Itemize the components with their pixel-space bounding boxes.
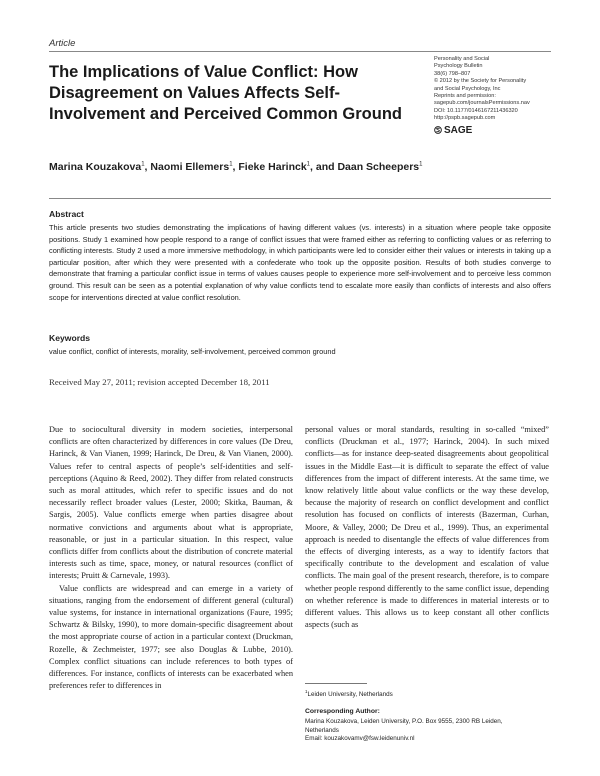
keywords-heading: Keywords: [49, 333, 91, 343]
meta-line: DOI: 10.1177/0146167211436320: [434, 107, 518, 114]
author-name: Naomi Ellemers: [150, 161, 230, 173]
author-separator: , and: [310, 161, 338, 173]
author-separator: ,: [144, 161, 151, 173]
body-column-left: [49, 424, 293, 692]
author-name: Marina Kouzakova: [49, 161, 142, 173]
author-name: Fieke Harinck: [238, 161, 307, 173]
title-line: Involvement and Perceived Common Ground: [49, 105, 402, 123]
received-dates: Received May 27, 2011; revision accepted December 18, 2011: [49, 377, 270, 387]
meta-line: sagepub.com/journalsPermissions.nav: [434, 100, 530, 107]
article-title: [49, 62, 429, 125]
footnote-divider: [305, 683, 367, 684]
affiliation-marker: 1: [419, 161, 423, 168]
author-separator: ,: [232, 161, 239, 173]
corresponding-author-details: [305, 718, 551, 744]
publisher-logo: [434, 125, 559, 136]
keywords-text: value conflict, conflict of interests, morality, self-involvement, perceived common ground: [49, 347, 336, 356]
meta-line: Psychology Bulletin: [434, 63, 483, 70]
body-paragraph: Value conflicts are widespread and can emerge in a variety of situations, ranging from the endorsement of different general (cultural) value systems, for instance in international organizations (Faure, 1995; Schwartz & Bilsky, 1990), to more domain-specific disagreement about the most appropriate course of action in a particular context (Druckman, Rozelle, & Zechmeister, 1977; see also Douglas & Lubbe, 2010). Complex conflict situations can include references to both types of differences. For instance, conflicts of interests can be exacerbated when preferences refer to differences in: [49, 583, 293, 691]
affiliation-marker: 1: [141, 161, 145, 168]
title-line: The Implications of Value Conflict: How: [49, 63, 358, 81]
affiliation-marker: 1: [306, 161, 311, 168]
abstract-divider: [49, 198, 551, 199]
footnote-marker: 1: [305, 689, 308, 694]
article-type-label: Article: [49, 38, 76, 49]
abstract-heading: Abstract: [49, 209, 84, 219]
body-paragraph: personal values or moral standards, resulting in so-called “mixed” conflicts (Druckman et al., 1977; Harinck, 2004). In such mixed conflicts—as for instance deep-seated disagreements about geopolitical issues in the Middle East—it is difficult to separate the effect of value differences from the impact of different interests. At the same time, we know relatively little about value conflicts or the way these develop, because the majority of research on conflict development and conflict resolution has focused on conflicts of interests (Bazerman, Curhan, Moore, & Valley, 2000; De Dreu et al., 1999). Thus, an experimental approach is needed to disentangle the effects of value differences from the effects of diverging interests, as a way to identify factors that specifically contribute to the development and escalation of value conflicts. The main goal of the present research, therefore, is to compare whether people respond differently to the same conflict issue, depending on whether reference is made to differences in material interests or to different values. This allows us to keep constant all other conflicts aspects (such as: [305, 425, 549, 630]
meta-line: Reprints and permission:: [434, 93, 496, 100]
correspondence-email[interactable]: Email: kouzakovamv@fsw.leidenuniv.nl: [305, 735, 415, 743]
header-divider: [49, 51, 551, 52]
meta-line: and Social Psychology, Inc: [434, 85, 501, 92]
body-column-right: [305, 424, 549, 631]
meta-line: Personality and Social: [434, 56, 490, 62]
journal-meta: [434, 56, 559, 136]
affiliation-footnote: [305, 689, 393, 698]
meta-line: © 2012 by the Society for Personality: [434, 78, 527, 85]
meta-line: http://pspb.sagepub.com: [434, 115, 496, 122]
meta-line: 38(6) 798–807: [434, 70, 471, 77]
corresponding-author-heading: Corresponding Author:: [305, 708, 380, 715]
author-name: Daan Scheepers: [337, 161, 420, 173]
sage-logo-icon: [434, 126, 442, 134]
affiliation-text: Leiden University, Netherlands: [307, 691, 393, 699]
title-line: Disagreement on Values Affects Self-: [49, 84, 340, 102]
publisher-logo-text: SAGE: [444, 124, 473, 136]
affiliation-marker: 1: [229, 161, 233, 168]
correspondence-line: Netherlands: [305, 726, 339, 734]
body-paragraph: Due to sociocultural diversity in modern societies, interpersonal conflicts are often characterized by differences in core values (De Dreu, Harinck, & Van Vianen, 1999; Harinck, De Dreu, & Van Vianen, 2000). Values refer to central aspects of people’s self-identities and self-perceptions (Aquino & Reed, 2002). They differ from related constructs such as moral attitudes, which refer to specific issues and do not necessarily reflect broader values (Lester, 2000; Skitka, Bauman, & Sargis, 2005). Value conflicts emerge when parties disagree about normative convictions and arguments about what is appropriate, reasonable, or just in a particular situation. In this respect, value conflicts differ from conflicts about the distribution of concrete material interests such as time, space, money, or natural resources (conflict of interests; Pruitt & Carnevale, 1993).: [49, 425, 293, 581]
correspondence-line: Marina Kouzakova, Leiden University, P.O. Box 9555, 2300 RB Leiden,: [305, 718, 503, 725]
abstract-text: This article presents two studies demonstrating the implications of having different values (vs. interests) in a situation where people take opposite positions. Study 1 examined how people respond to a range of conflict issues that were framed either as referring to conflicting values or as referring to conflicting interests. Study 2 used a more immersive methodology, in which participants were led to consider either their values or interests in taking up a particular position, after which they were presented with a confederate who took up the opposite position. Results of both studies converge to demonstrate that framing a particular conflict issue in terms of values causes people to experience more self-involvement and to perceive less common ground. This result can be seen as a potential explanation of why value conflicts tend to escalate more easily than conflicts of interests and also offers scope for interventions directed at value conflict resolution.: [49, 223, 551, 302]
author-list: [49, 161, 423, 173]
